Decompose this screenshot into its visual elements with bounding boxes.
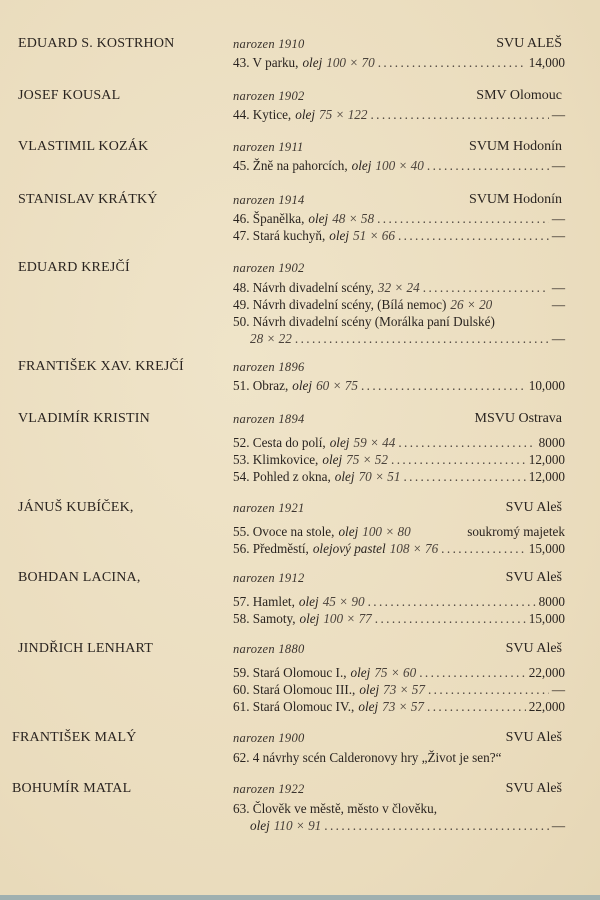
artist-name: FRANTIŠEK XAV. KREJČÍ <box>18 359 184 374</box>
birth-year: narozen 1900 <box>233 731 305 745</box>
artwork-item <box>233 107 565 124</box>
artwork-medium: olej <box>322 452 343 467</box>
artwork-medium: olej <box>350 665 371 680</box>
dot-leader <box>441 541 526 557</box>
artwork-dimensions: 45 × 90 <box>322 594 365 609</box>
affiliation: SVUM Hodonín <box>469 139 562 154</box>
artwork-item-continuation <box>233 331 565 348</box>
artwork-dimensions: 100 × 40 <box>375 158 424 173</box>
affiliation: SVU ALEŠ <box>496 36 562 51</box>
artwork-title: 55. Ovoce na stole, <box>233 524 335 539</box>
dot-leader <box>361 378 526 394</box>
artwork-price: — <box>551 818 565 833</box>
artwork-item <box>233 541 565 558</box>
dot-leader <box>423 280 549 296</box>
artist-name: VLASTIMIL KOZÁK <box>18 139 149 154</box>
artwork-price: 14,000 <box>528 55 565 70</box>
birth-year: narozen 1914 <box>233 193 305 207</box>
artwork-item <box>233 228 565 245</box>
artwork-dimensions: 28 × 22 <box>250 331 292 346</box>
artwork-price: — <box>551 682 565 697</box>
artwork-dimensions: 75 × 122 <box>319 107 368 122</box>
artwork-dimensions: 59 × 44 <box>353 435 396 450</box>
artist-name: JINDŘICH LENHART <box>18 641 153 656</box>
artist-name: FRANTIŠEK MALÝ <box>12 730 137 745</box>
artwork-medium: olej <box>338 524 359 539</box>
artwork-dimensions: 110 × 91 <box>273 818 322 833</box>
artwork-dimensions: 51 × 66 <box>353 228 395 243</box>
artwork-title: 57. Hamlet, <box>233 594 295 609</box>
artwork-price: — <box>551 280 565 295</box>
artwork-item <box>233 452 565 469</box>
artwork-dimensions: 32 × 24 <box>377 280 420 295</box>
artwork-item <box>233 469 565 486</box>
dot-leader <box>398 228 549 244</box>
artwork-dimensions: 75 × 52 <box>346 452 388 467</box>
artist-name: BOHDAN LACINA, <box>18 570 141 585</box>
artwork-title: 61. Stará Olomouc IV., <box>233 699 355 714</box>
dot-leader <box>427 158 549 174</box>
affiliation: SVUM Hodonín <box>469 192 562 207</box>
artwork-item <box>233 750 565 767</box>
artwork-item-continuation <box>233 818 565 835</box>
dot-leader <box>370 107 548 123</box>
artwork-dimensions: 48 × 58 <box>332 211 375 226</box>
birth-year: narozen 1894 <box>233 412 305 426</box>
artist-name: JOSEF KOUSAL <box>18 88 121 103</box>
artwork-item <box>233 211 565 228</box>
artwork-item <box>233 435 565 452</box>
artwork-title: 52. Cesta do polí, <box>233 435 326 450</box>
dot-leader <box>295 331 549 347</box>
artwork-medium: olej <box>308 211 329 226</box>
dot-leader <box>427 699 526 715</box>
artwork-medium: olej <box>298 594 319 609</box>
birth-year: narozen 1911 <box>233 140 304 154</box>
artwork-price: 8000 <box>538 435 565 450</box>
artwork-title: 46. Španělka, <box>233 211 305 226</box>
affiliation: SVU Aleš <box>505 730 562 745</box>
dot-leader <box>378 55 526 71</box>
artwork-title: 51. Obraz, <box>233 378 289 393</box>
affiliation: SVU Aleš <box>505 570 562 585</box>
artwork-title: 48. Návrh divadelní scény, <box>233 280 374 295</box>
artwork-dimensions: 70 × 51 <box>358 469 401 484</box>
dot-leader <box>391 452 526 468</box>
artwork-item <box>233 524 565 541</box>
artwork-dimensions: 73 × 57 <box>383 682 425 697</box>
artwork-item <box>233 594 565 611</box>
artwork-title: 54. Pohled z okna, <box>233 469 331 484</box>
birth-year: narozen 1922 <box>233 782 305 796</box>
artwork-medium: olej <box>292 378 313 393</box>
dot-leader <box>375 611 526 627</box>
artwork-title: 49. Návrh divadelní scény, (Bílá nemoc) <box>233 297 447 312</box>
artwork-item <box>233 280 565 297</box>
affiliation: MSVU Ostrava <box>474 411 562 426</box>
dot-leader <box>428 682 549 698</box>
artwork-dimensions: 100 × 70 <box>326 55 375 70</box>
artwork-title: 47. Stará kuchyň, <box>233 228 326 243</box>
artwork-item <box>233 699 565 716</box>
artist-name: EDUARD S. KOSTRHON <box>18 36 175 51</box>
affiliation: SVU Aleš <box>505 500 562 515</box>
artist-name: JÁNUŠ KUBÍČEK, <box>18 500 134 515</box>
artwork-dimensions: 75 × 60 <box>374 665 417 680</box>
artwork-title: 50. Návrh divadelní scény (Morálka paní Dulské) <box>233 314 495 329</box>
artwork-price: 22,000 <box>528 699 565 714</box>
artwork-title: 62. 4 návrhy scén Calderonovy hry „Život je sen?“ <box>233 750 502 765</box>
artist-name: STANISLAV KRÁTKÝ <box>18 192 158 207</box>
artwork-price: 15,000 <box>528 611 565 626</box>
artwork-dimensions: 26 × 20 <box>450 297 493 312</box>
artwork-price: — <box>551 211 565 226</box>
artwork-title: 63. Člověk ve městě, město v člověku, <box>233 801 438 816</box>
birth-year: narozen 1902 <box>233 261 305 275</box>
artwork-title: 45. Žně na pahorcích, <box>233 158 348 173</box>
birth-year: narozen 1896 <box>233 360 305 374</box>
artwork-item <box>233 611 565 628</box>
artwork-title: 56. Předměstí, <box>233 541 309 556</box>
artwork-item <box>233 378 565 395</box>
artwork-medium: olej <box>334 469 355 484</box>
artwork-item <box>233 665 565 682</box>
artwork-item <box>233 682 565 699</box>
affiliation: SVU Aleš <box>505 781 562 796</box>
artwork-medium: olej <box>358 699 379 714</box>
artwork-price: — <box>551 158 565 173</box>
artwork-dimensions: 100 × 80 <box>362 524 411 539</box>
artwork-price: 22,000 <box>528 665 565 680</box>
artwork-medium: olejový pastel <box>312 541 386 556</box>
artwork-price: 12,000 <box>528 469 565 484</box>
artwork-medium: olej <box>299 611 320 626</box>
artwork-medium: olej <box>329 228 350 243</box>
artwork-medium: olej <box>250 818 270 833</box>
artwork-item <box>233 55 565 72</box>
affiliation: SVU Aleš <box>505 641 562 656</box>
artwork-dimensions: 100 × 77 <box>323 611 372 626</box>
artwork-item <box>233 297 565 314</box>
artist-name: BOHUMÍR MATAL <box>12 781 132 796</box>
ownership-note: soukromý majetek <box>467 524 565 539</box>
artwork-item <box>233 801 565 818</box>
artist-name: VLADIMÍR KRISTIN <box>18 411 150 426</box>
artwork-medium: olej <box>351 158 372 173</box>
dot-leader <box>368 594 536 610</box>
artwork-medium: olej <box>359 682 380 697</box>
artwork-price: — <box>551 228 565 243</box>
dot-leader <box>324 818 549 834</box>
scan-edge <box>0 895 600 900</box>
artwork-title: 44. Kytice, <box>233 107 292 122</box>
birth-year: narozen 1910 <box>233 37 305 51</box>
artwork-title: 59. Stará Olomouc I., <box>233 665 347 680</box>
artwork-medium: olej <box>302 55 323 70</box>
dot-leader <box>398 435 535 451</box>
artwork-price: 12,000 <box>528 452 565 467</box>
dot-leader <box>377 211 549 227</box>
artwork-medium: olej <box>295 107 316 122</box>
birth-year: narozen 1912 <box>233 571 305 585</box>
artwork-price: — <box>551 107 565 122</box>
birth-year: narozen 1880 <box>233 642 305 656</box>
birth-year: narozen 1921 <box>233 501 305 515</box>
artwork-dimensions: 60 × 75 <box>316 378 358 393</box>
artwork-price: — <box>551 331 565 346</box>
artwork-title: 53. Klimkovice, <box>233 452 319 467</box>
artwork-item <box>233 158 565 175</box>
dot-leader <box>403 469 525 485</box>
artist-name: EDUARD KREJČÍ <box>18 260 130 275</box>
artwork-dimensions: 73 × 57 <box>382 699 425 714</box>
artwork-dimensions: 108 × 76 <box>389 541 439 556</box>
artwork-item <box>233 314 565 331</box>
artwork-price: 8000 <box>538 594 565 609</box>
artwork-price: 15,000 <box>528 541 565 556</box>
artwork-title: 58. Samoty, <box>233 611 296 626</box>
affiliation: SMV Olomouc <box>476 88 562 103</box>
dot-leader <box>419 665 526 681</box>
artwork-price: 10,000 <box>528 378 565 393</box>
birth-year: narozen 1902 <box>233 89 305 103</box>
artwork-price: — <box>551 297 565 312</box>
artwork-title: 60. Stará Olomouc III., <box>233 682 356 697</box>
artwork-title: 43. V parku, <box>233 55 299 70</box>
artwork-medium: olej <box>329 435 350 450</box>
